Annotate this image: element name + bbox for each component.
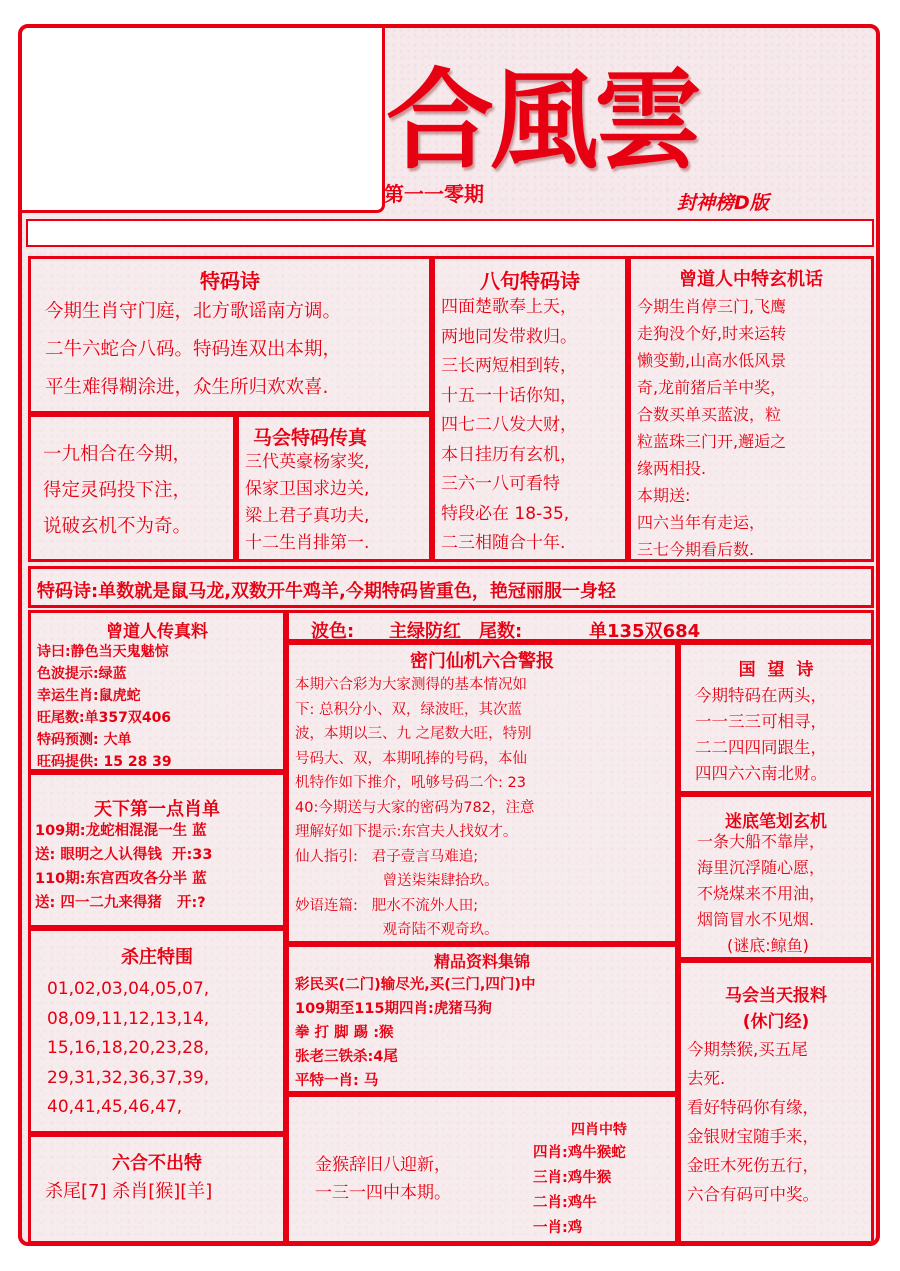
jingpin-box — [286, 944, 678, 1094]
sixiao-title: 四肖中特 — [571, 1122, 627, 1138]
bajv-poem-line: 二三相随合十年. — [441, 533, 566, 553]
mahui-fax-line: 十二生肖排第一. — [245, 533, 370, 553]
zengdao-xuanji-line: 缘两相投. — [637, 459, 707, 478]
sixiao-line: 四肖:鸡牛猴蛇 — [533, 1145, 626, 1161]
yijiu-line: 一九相合在今期， — [43, 444, 192, 465]
mimen-line: 波，本期以三、九 之尾数大旺，特别 — [295, 726, 532, 742]
mahui-today-line: 金旺木死伤五行， — [687, 1156, 819, 1175]
masthead-title: 合風雲 — [386, 58, 699, 184]
wave-value: 主绿防红 — [389, 621, 461, 642]
wave-label: 波色: — [311, 621, 355, 642]
mahui-fax-lines — [245, 449, 369, 557]
midi-line: 不烧煤来不用油， — [697, 884, 826, 903]
jinhou-lines — [315, 1151, 451, 1207]
jingpin-line: 平特一肖: 马 — [295, 1073, 379, 1089]
guowang-line: 今期特码在两头， — [695, 686, 827, 705]
jingpin-line: 彩民买(二门)输尽光,买(三门,四门)中 — [295, 977, 536, 993]
header-divider-bar — [26, 219, 874, 247]
bajv-poem-title: 八句特码诗 — [480, 269, 580, 293]
guowang-line: 四四六六南北财。 — [695, 764, 827, 783]
jinhou-line: 一三一四中本期。 — [315, 1183, 451, 1203]
mimen-lines — [295, 673, 535, 943]
midi-line: 一条大船不靠岸， — [697, 832, 826, 851]
mimen-line: 仙人指引: 君子壹言马难追; — [295, 848, 479, 865]
shazhuang-line: 08,09,11,12,13,14, — [47, 1008, 210, 1029]
sixiao-line: 一肖:鸡 — [533, 1220, 583, 1236]
midi-line: 海里沉浮随心愿， — [697, 858, 826, 877]
jingpin-line: 109期至115期四肖:虎猪马狗 — [295, 1001, 492, 1017]
zengdao-fax-line: 幸运生肖:鼠虎蛇 — [37, 688, 141, 704]
sixiao-line: 三肖:鸡牛猴 — [533, 1170, 612, 1186]
bajv-poem-line: 四面楚歌奉上天， — [441, 297, 577, 317]
tail-value: 单135双684 — [589, 621, 701, 642]
logo-area — [22, 28, 385, 213]
mahui-fax-line: 梁上君子真功夫, — [245, 506, 370, 526]
shazhuang-lines — [47, 975, 209, 1123]
wave-color-bar — [286, 610, 874, 642]
zengdao-fax-line: 诗曰:静色当天鬼魅惊 — [37, 644, 169, 660]
edition-label: 封神榜D版 — [677, 192, 769, 214]
zengdao-fax-lines — [37, 641, 172, 773]
shazhuang-line: 15,16,18,20,23,28, — [47, 1038, 210, 1058]
mimen-line: 本期六合彩为大家测得的基本情况如 — [295, 677, 527, 693]
tianxia-line: 送: 眼明之人认得钱 开:33 — [35, 847, 213, 863]
tema-poem-line: 平生难得糊涂进，众生所归欢欢喜. — [45, 377, 329, 398]
mimen-line: 妙语连篇: 肥水不流外人田; — [295, 897, 479, 914]
mahui-today-line: 今期禁猴,买五尾 — [687, 1040, 808, 1059]
yijiu-box — [28, 414, 236, 562]
bajv-poem-line: 三六一八可看特 — [441, 474, 560, 494]
tianxia-title: 天下第一点肖单 — [94, 799, 220, 820]
midi-line: 烟筒冒水不见烟. — [697, 910, 815, 929]
bajv-poem-line: 四七二八发大财， — [441, 415, 577, 435]
tail-label: 尾数: — [479, 621, 523, 642]
mimen-line: 观奇陆不观奇玖。 — [295, 922, 499, 938]
tianxia-lines — [35, 819, 212, 915]
bajv-poem-line: 两地同发带救归。 — [441, 326, 577, 347]
zengdao-xuanji-line: 今期生肖停三门,飞鹰 — [637, 297, 787, 316]
shazhuang-line: 40,41,45,46,47, — [47, 1097, 183, 1117]
bajv-poem-box — [432, 256, 628, 562]
sixiao-lines — [533, 1141, 626, 1241]
tianxia-box — [28, 772, 286, 928]
sixiao-line: 二肖:鸡牛 — [533, 1195, 597, 1211]
tema-poem-line: 二牛六蛇合八码。特码连双出本期， — [45, 339, 342, 360]
tianxia-line: 109期:龙蛇相混混一生 蓝 — [35, 823, 207, 839]
mahui-today-subtitle: (休门经) — [742, 1012, 810, 1032]
bajv-poem-line: 特段必在 18-35, — [441, 503, 570, 524]
mahui-fax-line: 三代英豪杨家奖, — [245, 452, 370, 472]
guowang-box — [678, 642, 874, 794]
mimen-line: 号码大、双，本期吼捧的号码，本仙 — [295, 750, 527, 767]
shazhuang-line: 01,02,03,04,05,07, — [47, 979, 210, 999]
bajv-poem-line: 三长两短相到转， — [441, 356, 577, 376]
mahui-fax-box — [236, 414, 432, 562]
jinhou-line: 金猴辞旧八迎新， — [315, 1155, 451, 1175]
guowang-title: 国 望 诗 — [738, 660, 814, 680]
bajv-poem-line: 十五一十话你知， — [441, 385, 577, 406]
tema-poem-lines — [45, 293, 341, 407]
mahui-today-line: 看好特码你有缘， — [687, 1098, 819, 1117]
tema-poem-title: 特码诗 — [200, 269, 260, 293]
mimen-line: 曾送柒柒肆拾玖。 — [295, 873, 499, 889]
zengdao-xuanji-line: 懒变勤,山高水低风景 — [637, 351, 787, 370]
jinhou-box — [286, 1094, 678, 1244]
zengdao-xuanji-line: 走狗没个好,时来运转 — [637, 324, 787, 343]
tianxia-line: 送: 四一二九来得猪 开:? — [35, 895, 206, 911]
tema-banner — [28, 566, 874, 608]
midi-line: (谜底:鲸鱼) — [727, 936, 809, 955]
zengdao-fax-line: 旺尾数:单357双406 — [37, 710, 172, 726]
zengdao-xuanji-line: 三七今期看后数. — [637, 540, 755, 559]
guowang-line: 一一三三可相寻， — [695, 712, 827, 731]
mimen-line: 机特作如下推介，吼够号码二个: 23 — [295, 775, 526, 791]
yijiu-lines — [43, 437, 191, 545]
mahui-today-line: 去死. — [687, 1069, 726, 1088]
liuhe-no-box — [28, 1134, 286, 1244]
mimen-box — [286, 642, 678, 944]
zengdao-fax-box — [28, 610, 286, 772]
mahui-fax-title: 马会特码传真 — [253, 427, 368, 449]
liuhe-no-line: 杀尾[7] 杀肖[猴][羊] — [45, 1181, 213, 1202]
tema-poem-line: 今期生肖守门庭，北方歌谣南方调。 — [45, 301, 342, 322]
zengdao-xuanji-title: 曾道人中特玄机话 — [679, 269, 823, 290]
tema-banner-text: 特码诗:单数就是鼠马龙,双数开牛鸡羊,今期特码皆重色，艳冠丽服一身轻 — [37, 581, 616, 602]
newspaper-sheet — [18, 24, 880, 1246]
jingpin-title: 精品资料集锦 — [433, 952, 530, 971]
issue-number: 第一一零期 — [384, 182, 484, 206]
shazhuang-box — [28, 928, 286, 1134]
jingpin-lines — [295, 973, 536, 1093]
bajv-poem-lines — [441, 293, 577, 559]
zengdao-xuanji-line: 四六当年有走运， — [637, 513, 766, 532]
zengdao-xuanji-line: 奇,龙前猪后羊中奖， — [637, 378, 787, 397]
zengdao-fax-line: 旺码提供: 15 28 39 — [37, 754, 172, 770]
zengdao-xuanji-line: 粒蓝珠三门开,邂逅之 — [637, 432, 787, 451]
mimen-title: 密门仙机六合警报 — [410, 651, 554, 672]
mahui-today-line: 六合有码可中奖。 — [687, 1185, 819, 1204]
yijiu-line: 得定灵码投下注， — [43, 480, 192, 501]
zengdao-xuanji-line: 合数买单买蓝波，粒 — [637, 405, 782, 424]
yijiu-line: 说破玄机不为奇。 — [43, 516, 192, 537]
zengdao-fax-title: 曾道人传真料 — [106, 622, 208, 642]
guowang-line: 二二四四同跟生， — [695, 738, 827, 757]
zengdao-fax-line: 特码预测: 大单 — [37, 732, 132, 748]
tianxia-line: 110期:东宫西攻各分半 蓝 — [35, 871, 207, 887]
zengdao-fax-line: 色波提示:绿蓝 — [37, 666, 127, 682]
shazhuang-title: 杀庄特围 — [121, 947, 193, 968]
mimen-line: 理解好如下提示:东宫夫人找奴才。 — [295, 824, 518, 840]
mahui-today-title: 马会当天报料 — [725, 986, 827, 1006]
guowang-lines — [695, 683, 827, 787]
tema-poem-box — [28, 256, 432, 414]
mahui-today-lines — [687, 1035, 819, 1209]
mimen-line: 40:今期送与大家的密码为782，注意 — [295, 799, 535, 816]
jingpin-line: 张老三铁杀:4尾 — [295, 1049, 398, 1065]
shazhuang-line: 29,31,32,36,37,39, — [47, 1067, 210, 1088]
zengdao-xuanji-lines — [637, 293, 786, 563]
mahui-today-box — [678, 960, 874, 1244]
bajv-poem-line: 本日挂历有玄机， — [441, 444, 577, 465]
jingpin-line: 拳 打 脚 踢 :猴 — [295, 1025, 394, 1041]
midi-box — [678, 794, 874, 960]
midi-lines — [697, 829, 825, 959]
midi-title: 迷底笔划玄机 — [725, 812, 827, 832]
zengdao-xuanji-line: 本期送: — [637, 486, 691, 505]
liuhe-no-title: 六合不出特 — [112, 1153, 202, 1174]
mahui-today-line: 金银财宝随手来， — [687, 1127, 819, 1146]
zengdao-xuanji-box — [628, 256, 874, 562]
mahui-fax-line: 保家卫国求边关, — [245, 479, 370, 499]
mimen-line: 下: 总积分小、双，绿波旺，其次蓝 — [295, 701, 522, 718]
